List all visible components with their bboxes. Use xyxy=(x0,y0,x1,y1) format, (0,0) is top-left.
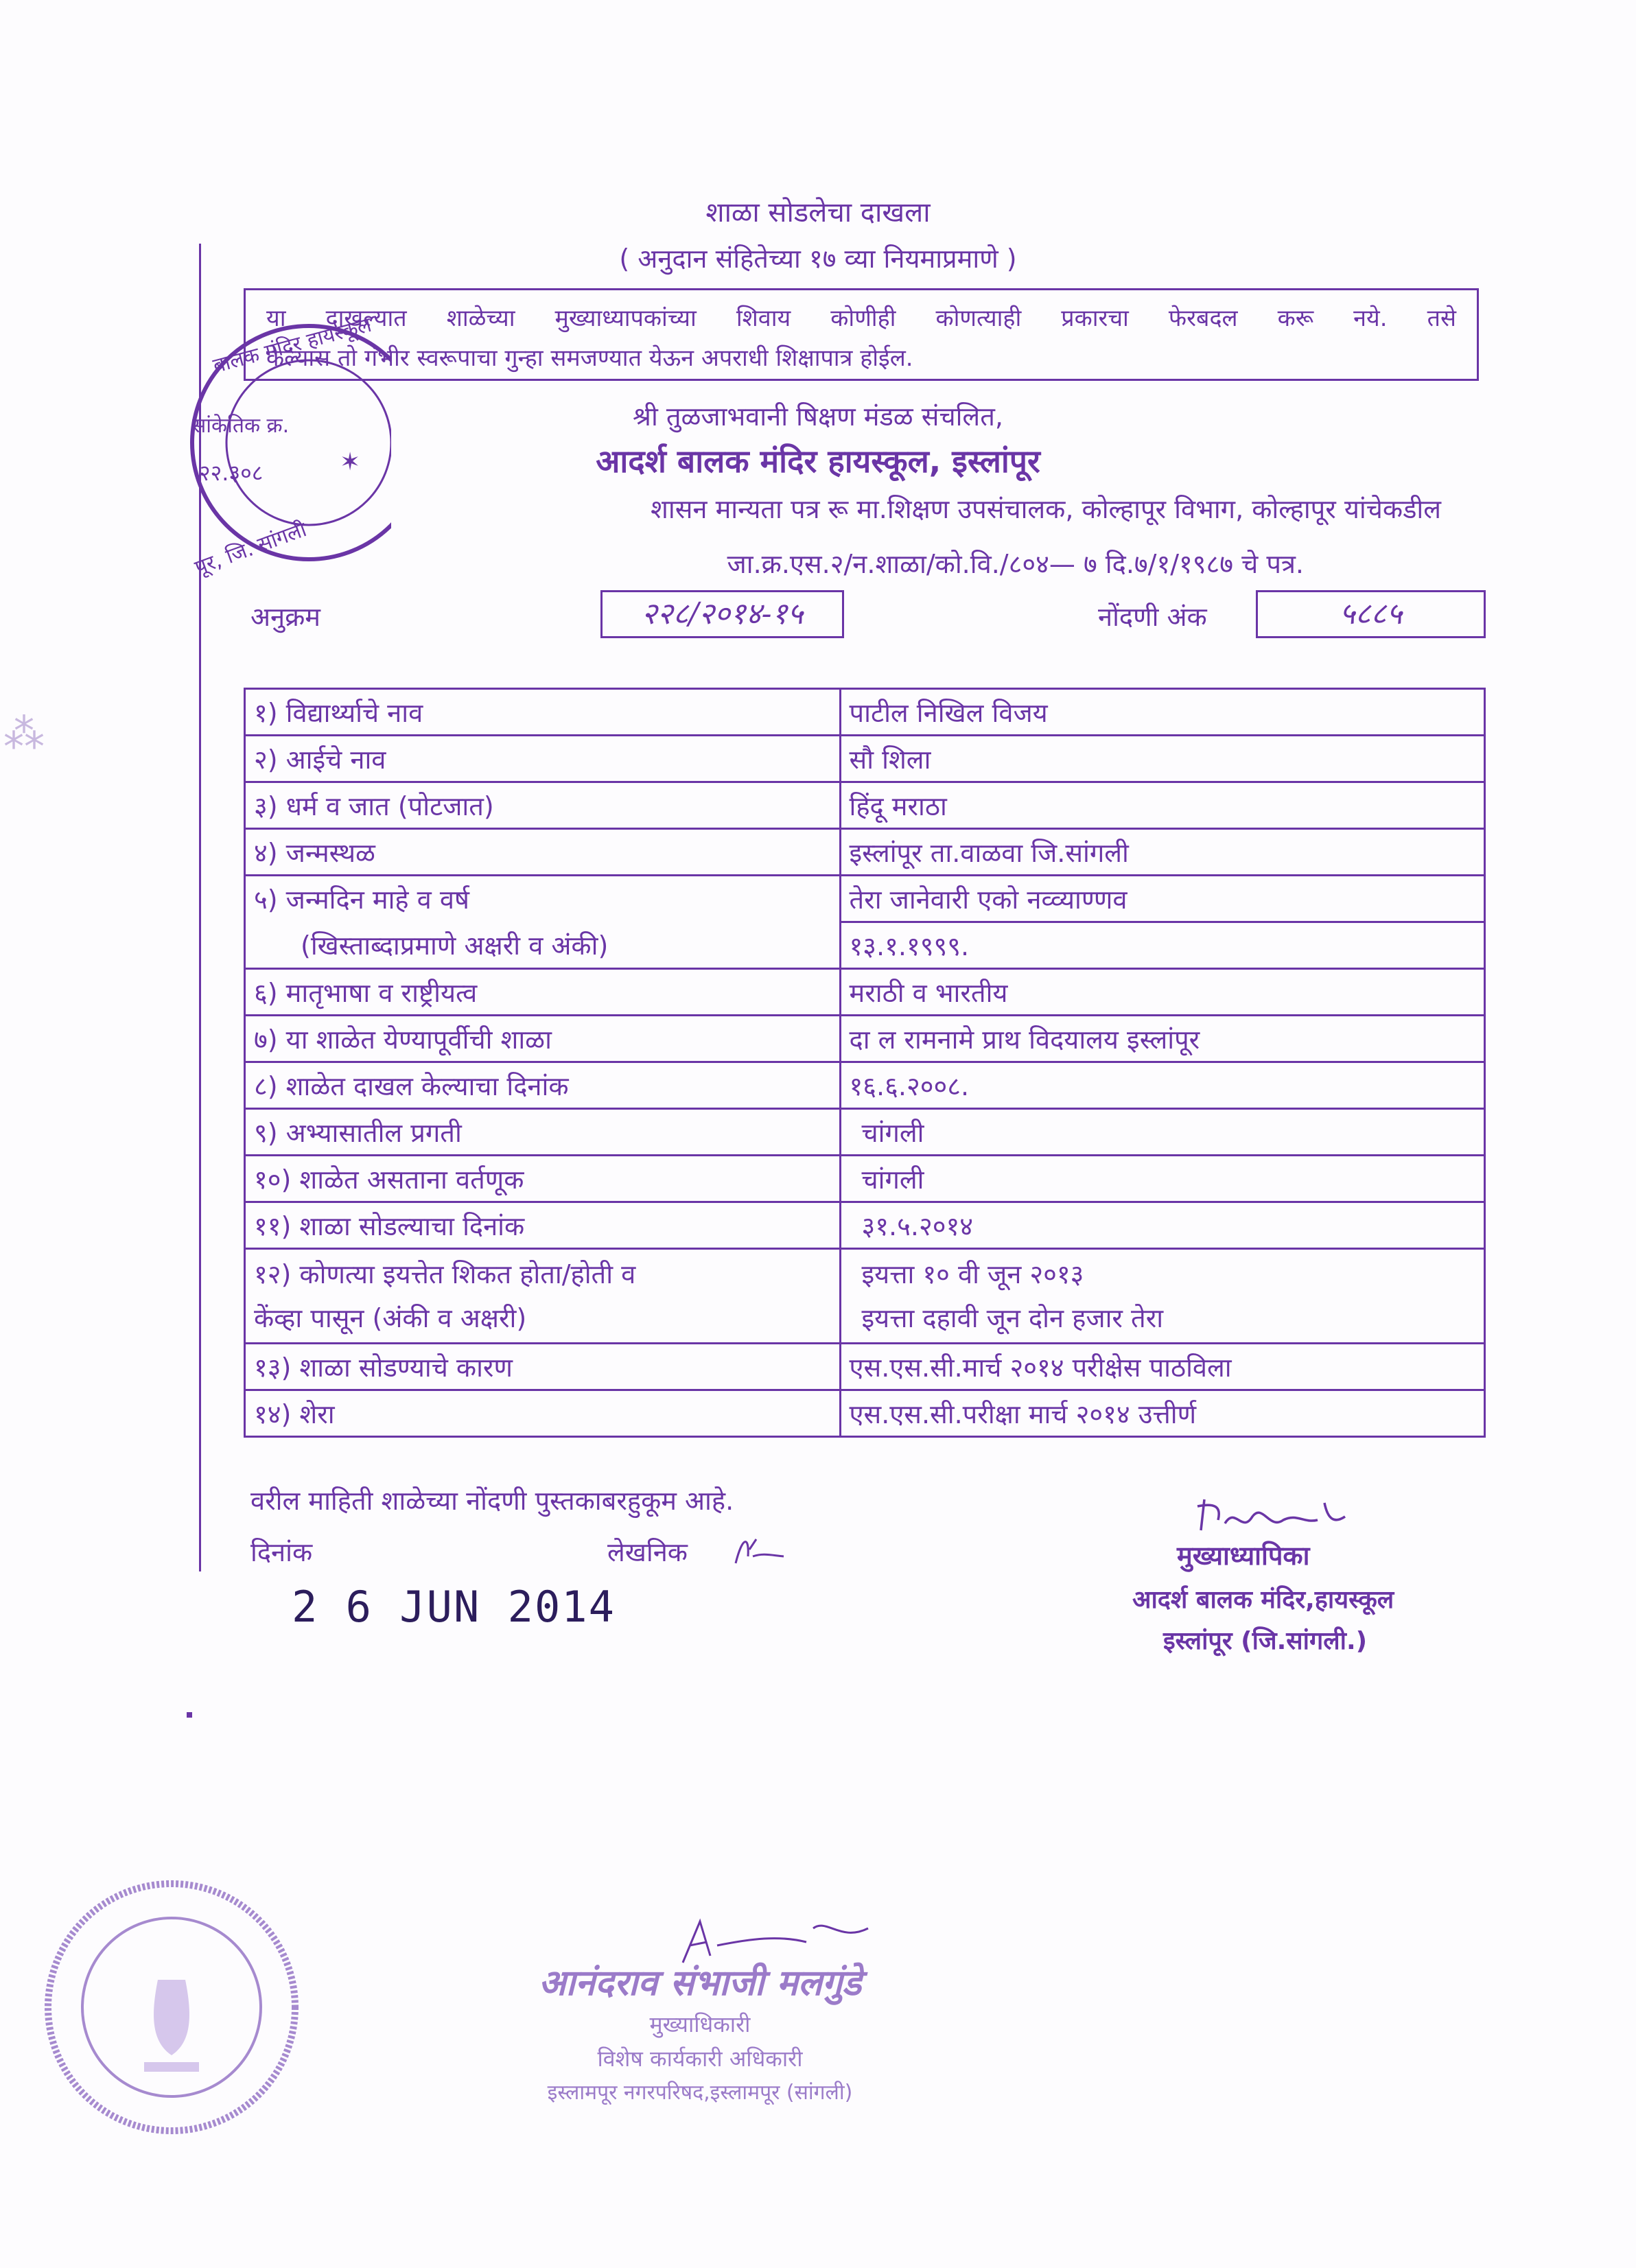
table-row xyxy=(245,876,1485,922)
row-value: सौ शिला xyxy=(840,736,1484,782)
table-row xyxy=(245,1344,1485,1390)
headmistress-school: आदर्श बालक मंदिर,हायस्कूल xyxy=(1132,1586,1394,1614)
row-value: एस.एस.सी.मार्च २०१४ परीक्षेस पाठविला xyxy=(840,1344,1484,1390)
headmistress-place: इस्लांपूर (जि.सांगली.) xyxy=(1163,1627,1368,1655)
school-name: आदर्श बालक मंदिर हायस्कूल, इस्लांपूर xyxy=(596,443,1040,480)
seal-text-top: बालक मंदिर हायस्कूल xyxy=(210,312,375,379)
row-value: पाटील निखिल विजय xyxy=(840,689,1484,736)
table-row xyxy=(245,1062,1485,1109)
row-value: दा ल रामनामे प्राथ विदयालय इस्लांपूर xyxy=(840,1016,1484,1062)
row-value: चांगली xyxy=(840,1156,1484,1202)
row-value: चांगली xyxy=(840,1109,1484,1156)
row-label: १०) शाळेत असताना वर्तणूक xyxy=(245,1156,841,1202)
table-row xyxy=(245,1202,1485,1249)
officer-role: विशेष कार्यकारी अधिकारी xyxy=(597,2046,803,2072)
registration-number-field: ५८८५ xyxy=(1256,590,1486,638)
row-label: (खिस्ताब्दाप्रमाणे अक्षरी व अंकी) xyxy=(245,922,841,969)
row-value: एस.एस.सी.परीक्षा मार्च २०१४ उत्तीर्ण xyxy=(840,1390,1484,1437)
row-value-line-1: इयत्ता १० वी जून २०१३ xyxy=(861,1259,1084,1289)
seal-code: २२.३०८ xyxy=(199,460,264,486)
table-row xyxy=(245,1109,1485,1156)
table-row xyxy=(245,782,1485,829)
certificate-title: शाळा सोडलेचा दाखला xyxy=(705,197,931,229)
officer-office: इस्लामपूर नगरपरिषद,इस्लामपूर (सांगली) xyxy=(547,2081,853,2105)
date-label: दिनांक xyxy=(250,1537,313,1567)
row-value: तेरा जानेवारी एको नव्व्याण्णव xyxy=(840,876,1484,922)
row-label: ४) जन्मस्थळ xyxy=(245,829,841,876)
officer-name: आनंदराव संभाजी मलगुंडे xyxy=(538,1963,862,2004)
stray-ink-dot xyxy=(187,1712,192,1718)
warning-line-1: या दाखल्यात शाळेच्या मुख्याध्यापकांच्या शिवाय कोणीही कोणत्याही प्रकारचा फेरबदल करू नये. तसे xyxy=(266,305,1456,332)
row-value: हिंदू मराठा xyxy=(840,782,1484,829)
row-label: ५) जन्मदिन माहे व वर्ष xyxy=(245,876,841,922)
school-seal xyxy=(185,305,391,580)
row-label-line-1: १२) कोणत्या इयत्तेत शिकत होता/होती व xyxy=(254,1259,636,1289)
clerk-signature xyxy=(729,1529,791,1570)
headmistress-signature xyxy=(1187,1493,1366,1541)
serial-label: अनुक्रम xyxy=(250,602,321,632)
table-row xyxy=(245,689,1485,736)
row-value-line-2: इयत्ता दहावी जून दोन हजार तेरा xyxy=(861,1302,1164,1333)
row-value: १३.१.१९९९. xyxy=(840,922,1484,969)
table-row xyxy=(245,1016,1485,1062)
row-label: ६) मातृभाषा व राष्ट्रीयत्व xyxy=(245,969,841,1016)
row-label: ८) शाळेत दाखल केल्याचा दिनांक xyxy=(245,1062,841,1109)
clerk-label: लेखनिक xyxy=(607,1537,688,1567)
certificate-subtitle: ( अनुदान संहितेच्या १७ व्या नियमाप्रमाणे ) xyxy=(619,244,1017,274)
approval-line-2: जा.क्र.एस.२/न.शाळा/को.वि./८०४— ७ दि.७/१/१९८७ चे पत्र. xyxy=(727,549,1304,579)
warning-box xyxy=(244,288,1479,381)
table-row xyxy=(245,1156,1485,1202)
table-row xyxy=(245,922,1485,969)
warning-line-2: केल्यास तो गंभीर स्वरूपाचा गुन्हा समजण्यात येऊन अपराधी शिक्षापात्र होईल. xyxy=(266,344,913,372)
table-row xyxy=(245,829,1485,876)
table-row xyxy=(245,736,1485,782)
row-label xyxy=(245,1249,841,1344)
row-label: १) विद्यार्थ्याचे नाव xyxy=(245,689,841,736)
row-label: ३) धर्म व जात (पोटजात) xyxy=(245,782,841,829)
seal-star-icon: ✶ xyxy=(340,448,361,476)
row-label-line-2: केंव्हा पासून (अंकी व अक्षरी) xyxy=(254,1302,527,1333)
emblem-icon xyxy=(154,1980,189,2055)
headmistress-title: मुख्याध्यापिका xyxy=(1177,1541,1310,1571)
municipal-seal xyxy=(41,1877,302,2138)
table-row xyxy=(245,1249,1485,1344)
officer-stamp xyxy=(494,1959,906,2110)
stray-ink-mark: ⁂ xyxy=(3,710,45,758)
row-label: २) आईचे नाव xyxy=(245,736,841,782)
registration-label: नोंदणी अंक xyxy=(1098,602,1207,632)
row-label: ९) अभ्यासातील प्रगती xyxy=(245,1109,841,1156)
table-row xyxy=(245,1390,1485,1437)
row-value: इस्लांपूर ता.वाळवा जि.सांगली xyxy=(840,829,1484,876)
seal-text-left: सांकेतिक क्र. xyxy=(192,414,290,438)
seal-text-bottom: पूर, जि. सांगली xyxy=(191,517,310,580)
row-value: १६.६.२००८. xyxy=(840,1062,1484,1109)
row-label: ७) या शाळेत येण्यापूर्वीची शाळा xyxy=(245,1016,841,1062)
approval-line-1: शासन मान्यता पत्र रू मा.शिक्षण उपसंचालक, कोल्हापूर विभाग, कोल्हापूर यांचेकडील xyxy=(651,494,1441,524)
row-label: १३) शाळा सोडण्याचे कारण xyxy=(245,1344,841,1390)
table-row xyxy=(245,969,1485,1016)
student-details-table xyxy=(244,688,1486,1438)
footer-note: वरील माहिती शाळेच्या नोंदणी पुस्तकाबरहुकूम आहे. xyxy=(250,1486,734,1516)
management-line: श्री तुळजाभवानी षिक्षण मंडळ संचलित, xyxy=(633,401,1003,432)
row-label: १४) शेरा xyxy=(245,1390,841,1437)
row-value: मराठी व भारतीय xyxy=(840,969,1484,1016)
serial-number-field: २२८/२०१४-१५ xyxy=(600,590,844,638)
row-value: ३१.५.२०१४ xyxy=(840,1202,1484,1249)
row-value xyxy=(840,1249,1484,1344)
officer-designation: मुख्याधिकारी xyxy=(649,2011,751,2037)
row-label: ११) शाळा सोडल्याचा दिनांक xyxy=(245,1202,841,1249)
date-stamp: 2 6 JUN 2014 xyxy=(292,1582,616,1632)
